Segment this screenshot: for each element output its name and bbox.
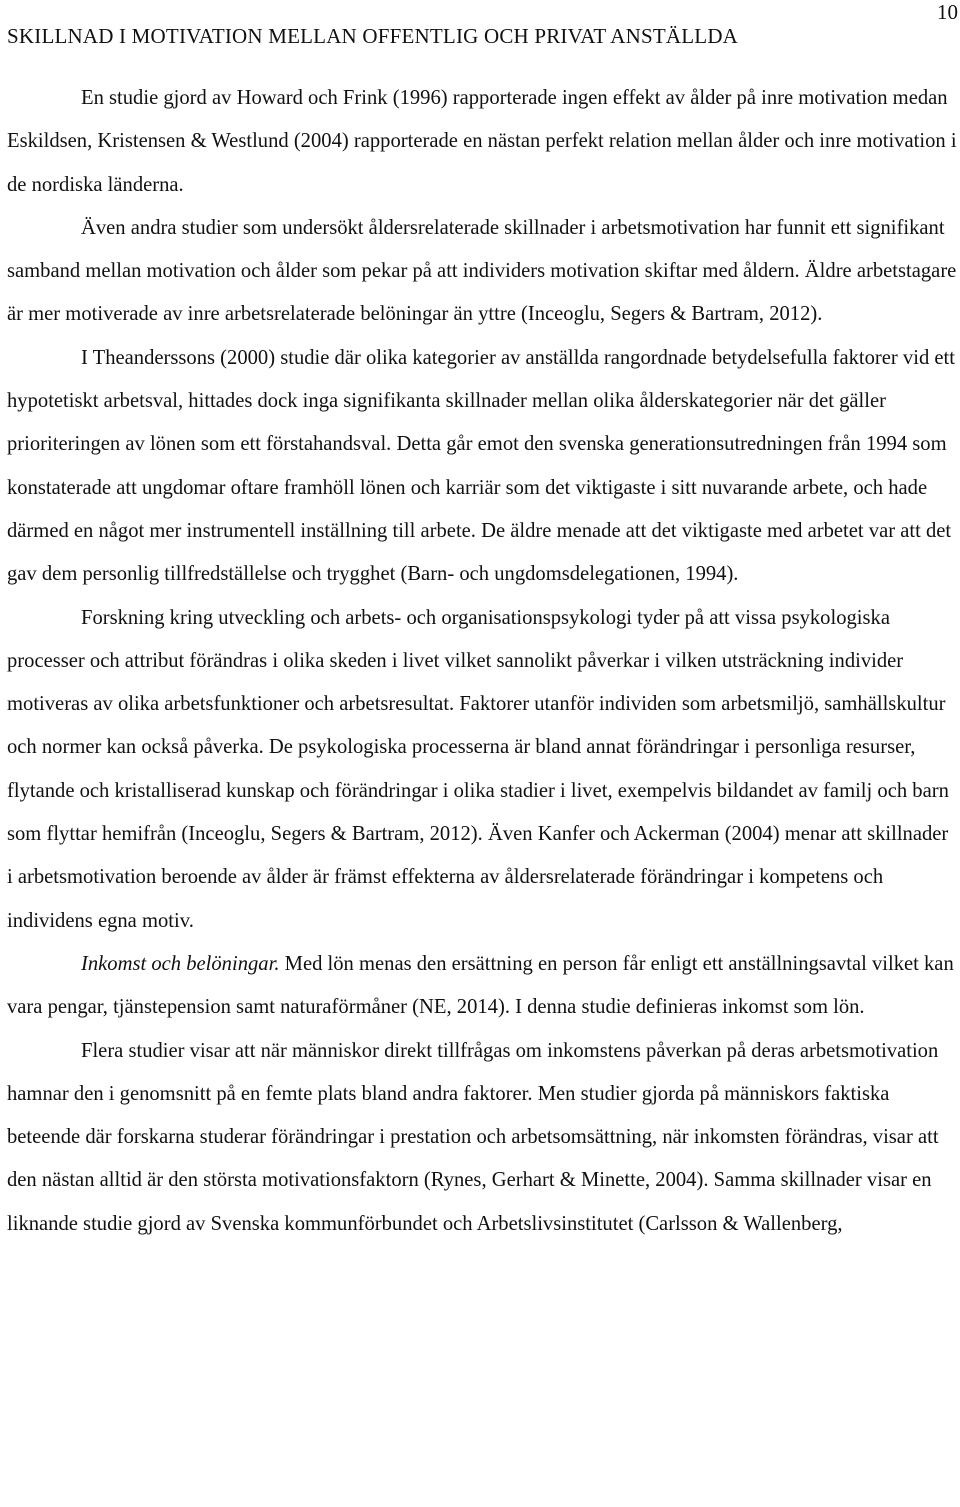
paragraph-research [7,597,957,943]
body-text [7,77,957,1246]
sentence: De äldre menade att det viktigaste med arbetet var att det gav dem personlig tillfredställelse och trygghet (Barn- och ungdomsdelegationen, 1994). [7,519,952,586]
section-heading: Inkomst och belöningar. [81,952,280,975]
sentence: Även andra studier som undersökt åldersrelaterade skillnader i arbetsmotivation har funnit ett signifikant samband mellan motivation och ålder som pekar på att individers motivation skiftar med åldern. [7,216,945,283]
paragraph-age-motivation [7,207,957,337]
paragraph-income-studies [7,1030,957,1246]
sentence: Detta går emot den svenska generationsutredningen från 1994 som konstaterade att ungdomar oftare framhöll lönen och karriär som det viktigaste i sitt nuvarande arbete, och hade därmed en något mer instrumentell inställning till arbete. [7,433,947,542]
sentence: De psykologiska processerna är bland annat förändringar i personliga resurser, flytande och kristalliserad kunskap och förändringar i olika stadier i livet, exempelvis bildandet av familj och barn som flyttar hemifrån (Inceoglu, Segers & Bartram, 2012). [7,736,949,846]
sentence: I Theanderssons (2000) studie där olika kategorier av anställda rangordnade betydelsefulla faktorer vid ett hypotetiskt arbetsval, hittades dock inga signifikanta skillnader mellan olika ålderskategorier när det gäller prioriteringen av lönen som ett förstahandsval. [7,346,955,456]
running-head: SKILLNAD I MOTIVATION MELLAN OFFENTLIG OCH PRIVAT ANSTÄLLDA [7,24,739,48]
sentence: Äldre arbetstagare är mer motiverade av inre arbetsrelaterade belöningar än yttre (Inceoglu, Segers & Bartram, 2012). [7,260,957,326]
paragraph-theandersson [7,337,957,597]
sentence: Men studier gjorda på människors faktiska beteende där forskarna studerar förändringar i prestation och arbetsomsättning, när inkomsten förändras, visar att den nästan alltid är den största motivationsfaktorn (Rynes, Gerhart & Minette, 2004). [7,1082,939,1192]
sentence: Med lön menas den ersättning en person får enligt ett anställningsavtal vilket kan vara pengar, tjänstepension samt naturaförmåner (NE, 2014). [7,952,954,1019]
paragraph-age-effect [7,77,957,207]
sentence: Samma skillnader visar en liknande studie gjord av Svenska kommunförbundet och Arbetslivsinstitutet (Carlsson & Wallenberg, [7,1169,932,1235]
page-number: 10 [937,0,958,24]
sentence: I denna studie definieras inkomst som lön. [509,996,865,1019]
sentence: Forskning kring utveckling och arbets- och organisationspsykologi tyder på att vissa psykologiska processer och attribut förändras i olika skeden i livet vilket sannolikt påverkar i vilken utsträckning individer motiveras av olika arbetsfunktioner och arbetsresultat. [7,606,904,716]
sentence: En studie gjord av Howard och Frink (1996) rapporterade ingen effekt av ålder på inre motivation medan Eskildsen, Kristensen & Westlund (2004) rapporterade en nästan perfekt relation mellan ålder och inre motivation i de nordiska länderna. [7,87,957,196]
paragraph-income-heading [7,943,957,1030]
sentence: Flera studier visar att när människor direkt tillfrågas om inkomstens påverkan på deras arbetsmotivation hamnar den i genomsnitt på en femte plats bland andra faktorer. [7,1039,939,1105]
sentence: Även Kanfer och Ackerman (2004) menar att skillnader i arbetsmotivation beroende av ålder är främst effekterna av åldersrelaterade förändringar i kompetens och individens egna motiv. [7,823,949,932]
sentence: Faktorer utanför individen som arbetsmiljö, samhällskultur och normer kan också påverka. [7,693,946,759]
